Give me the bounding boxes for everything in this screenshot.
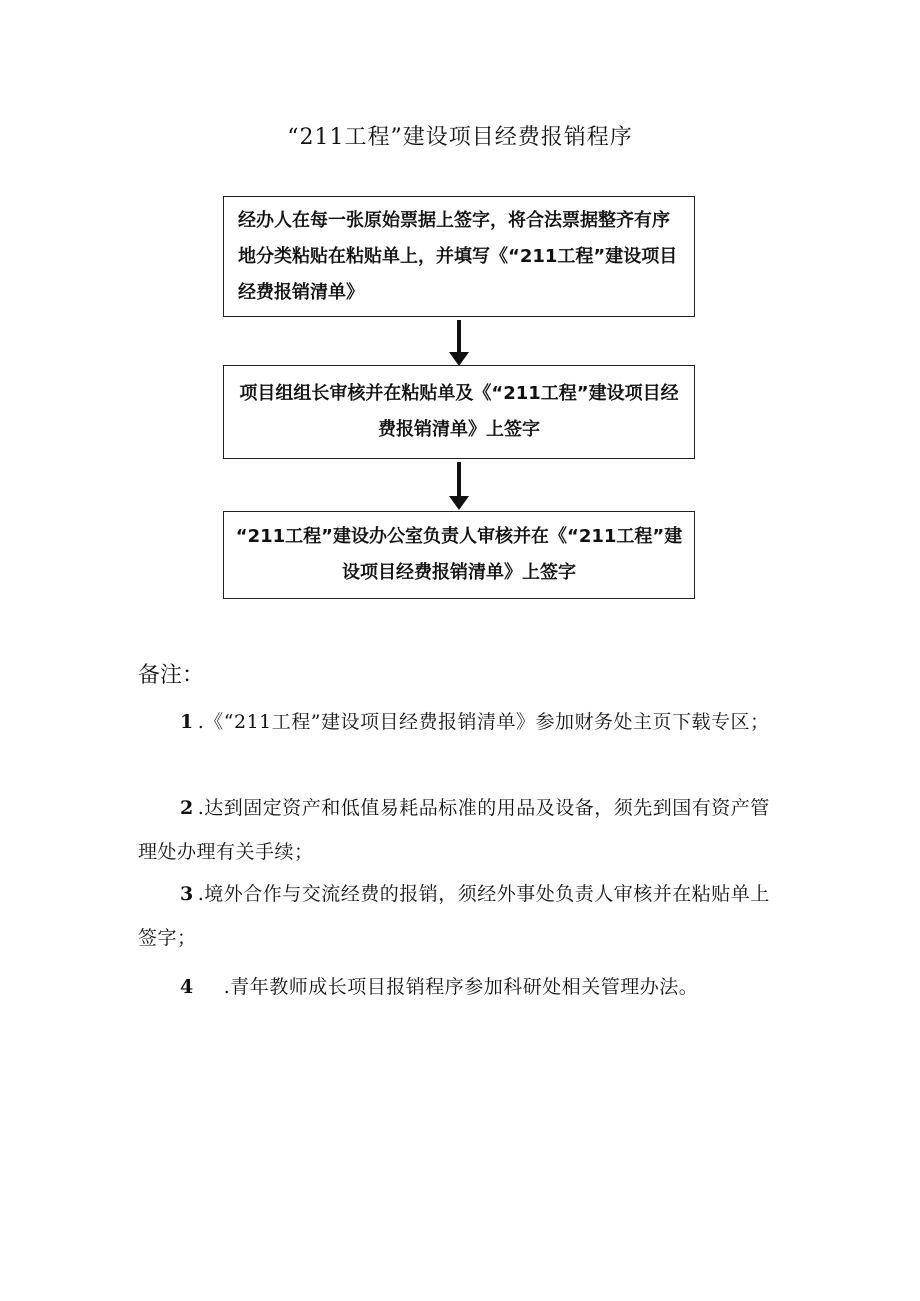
note-number: 4: [180, 976, 194, 998]
note-text: .青年教师成长项目报销程序参加科研处相关管理办法。: [223, 976, 699, 998]
note-text: .达到固定资产和低值易耗品标准的用品及设备，须先到国有资产管理处办理有关手续；: [138, 797, 770, 863]
notes-heading: 备注：: [138, 663, 205, 688]
flow-step-text: “211工程”建设办公室负责人审核并在《“211工程”建设项目经费报销清单》上签字: [235, 526, 683, 583]
down-arrow-icon: [449, 320, 469, 366]
note-item: [138, 786, 788, 874]
note-number: 2: [180, 797, 194, 819]
note-item: [138, 700, 788, 744]
note-text: .境外合作与交流经费的报销，须经外事处负责人审核并在粘贴单上签字；: [138, 883, 770, 949]
note-number: 1: [180, 711, 194, 733]
flow-step-text: 经办人在每一张原始票据上签字，将合法票据整齐有序地分类粘贴在粘贴单上，并填写《“211工程”建设项目经费报销清单》: [238, 209, 678, 303]
note-number: 3: [180, 883, 194, 905]
flow-step-text: 项目组组长审核并在粘贴单及《“211工程”建设项目经费报销清单》上签字: [239, 383, 679, 440]
note-item: [138, 872, 788, 960]
page-title: “211工程”建设项目经费报销程序: [287, 125, 633, 150]
flow-step-2: [223, 365, 695, 459]
note-text: .《“211工程”建设项目经费报销清单》参加财务处主页下载专区；: [197, 711, 770, 733]
note-item: [138, 965, 788, 1009]
flow-step-3: [223, 511, 695, 599]
down-arrow-icon: [449, 462, 469, 510]
flow-step-1: [223, 196, 695, 317]
